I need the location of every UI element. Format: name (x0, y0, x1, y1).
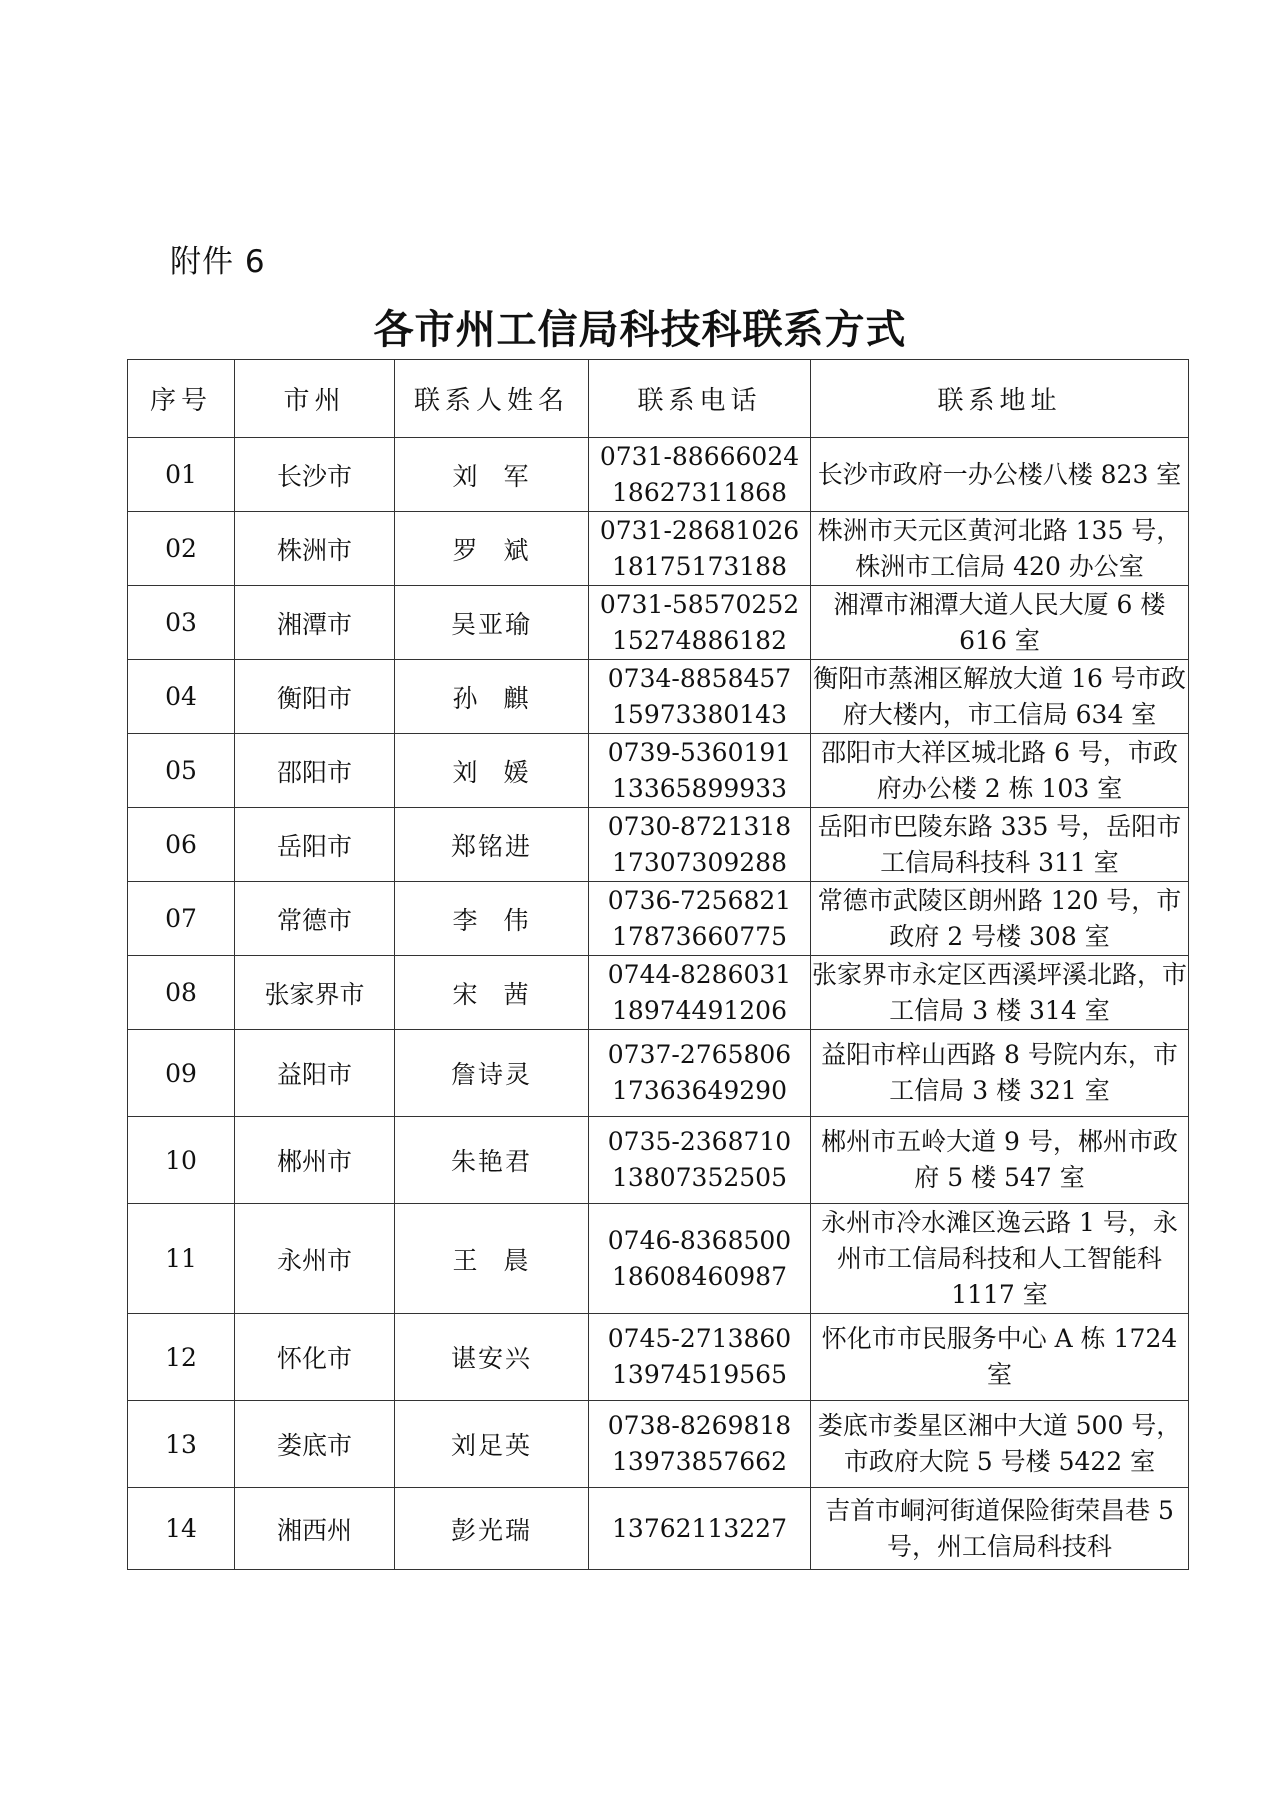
contact-address: 长沙市政府一办公楼八楼 823 室 (811, 438, 1189, 512)
table-row (128, 438, 1189, 512)
table-row (128, 1314, 1189, 1401)
contact-phones (589, 956, 811, 1030)
phone-number: 0734-8858457 (607, 663, 792, 693)
contact-phones (589, 512, 811, 586)
contact-phones (589, 1030, 811, 1117)
city-name: 湘西州 (235, 1488, 395, 1570)
phone-number: 0737-2765806 (607, 1040, 792, 1069)
row-number: 09 (128, 1030, 235, 1117)
phone-number: 0738-8269818 (607, 1411, 792, 1440)
city-name: 娄底市 (235, 1401, 395, 1488)
contact-name: 朱艳君 (395, 1117, 589, 1204)
phone-number: 0731-58570252 (599, 589, 800, 619)
contact-phones (589, 882, 811, 956)
phone-number: 0739-5360191 (607, 737, 792, 767)
city-name: 岳阳市 (235, 808, 395, 882)
table-header-row (128, 360, 1189, 438)
phone-number: 0731-28681026 (599, 515, 800, 545)
header-number: 序号 (128, 360, 235, 438)
row-number: 14 (128, 1488, 235, 1570)
contact-address: 郴州市五岭大道 9 号，郴州市政府 5 楼 547 室 (811, 1117, 1189, 1204)
row-number: 06 (128, 808, 235, 882)
contact-phones (589, 660, 811, 734)
phone-number: 17307309288 (612, 847, 787, 877)
contact-name: 詹诗灵 (395, 1030, 589, 1117)
table-row (128, 734, 1189, 808)
contact-address: 永州市冷水滩区逸云路 1 号，永州市工信局科技和人工智能科 1117 室 (811, 1204, 1189, 1314)
contact-address: 湘潭市湘潭大道人民大厦 6 楼 616 室 (811, 586, 1189, 660)
contact-address: 邵阳市大祥区城北路 6 号，市政府办公楼 2 栋 103 室 (811, 734, 1189, 808)
contact-name (395, 956, 589, 1030)
contact-phones (589, 808, 811, 882)
row-number: 07 (128, 882, 235, 956)
table-row (128, 660, 1189, 734)
phone-number: 15973380143 (612, 699, 787, 729)
contact-name-char: 罗 (452, 535, 480, 565)
city-name: 湘潭市 (235, 586, 395, 660)
table-row (128, 512, 1189, 586)
contact-name (395, 882, 589, 956)
contact-name-char: 李 (452, 905, 480, 935)
contact-phones (589, 438, 811, 512)
contact-name (395, 660, 589, 734)
phone-number: 0745-2713860 (607, 1324, 792, 1353)
table-row (128, 1401, 1189, 1488)
table-row (128, 1030, 1189, 1117)
contact-name-char: 孙 (452, 683, 480, 713)
contact-address: 张家界市永定区西溪坪溪北路，市工信局 3 楼 314 室 (811, 956, 1189, 1030)
city-name: 怀化市 (235, 1314, 395, 1401)
contact-address: 吉首市峒河街道保险街荣昌巷 5 号，州工信局科技科 (811, 1488, 1189, 1570)
contact-address: 岳阳市巴陵东路 335 号，岳阳市工信局科技科 311 室 (811, 808, 1189, 882)
contact-address: 衡阳市蒸湘区解放大道 16 号市政府大楼内，市工信局 634 室 (811, 660, 1189, 734)
contact-phones (589, 586, 811, 660)
contact-name-char: 刘 (452, 757, 480, 787)
row-number: 10 (128, 1117, 235, 1204)
city-name: 郴州市 (235, 1117, 395, 1204)
contact-name: 郑铭进 (395, 808, 589, 882)
contact-name: 吴亚瑜 (395, 586, 589, 660)
table-row (128, 808, 1189, 882)
contact-address: 娄底市娄星区湘中大道 500 号，市政府大院 5 号楼 5422 室 (811, 1401, 1189, 1488)
contact-name-spaced (453, 901, 531, 937)
contact-address: 常德市武陵区朗州路 120 号，市政府 2 号楼 308 室 (811, 882, 1189, 956)
table-row (128, 956, 1189, 1030)
contact-name-char: 麒 (503, 683, 531, 713)
row-number: 11 (128, 1204, 235, 1314)
phone-number: 0736-7256821 (607, 885, 792, 915)
contact-name-char: 茜 (503, 979, 531, 1009)
phone-number: 13807352505 (612, 1163, 787, 1192)
contact-phones (589, 1401, 811, 1488)
phone-number: 0744-8286031 (607, 959, 792, 989)
city-name: 张家界市 (235, 956, 395, 1030)
row-number: 08 (128, 956, 235, 1030)
contact-name: 彭光瑞 (395, 1488, 589, 1570)
city-name: 邵阳市 (235, 734, 395, 808)
row-number: 05 (128, 734, 235, 808)
contact-phones (589, 1204, 811, 1314)
phone-number: 13762113227 (612, 1513, 787, 1543)
phone-number: 13973857662 (612, 1447, 787, 1476)
phone-number: 18175173188 (612, 551, 787, 581)
contact-phones (589, 1488, 811, 1570)
contact-address: 益阳市梓山西路 8 号院内东，市工信局 3 楼 321 室 (811, 1030, 1189, 1117)
phone-number: 17873660775 (612, 921, 787, 951)
phone-number: 18627311868 (612, 477, 787, 507)
contact-name-spaced (453, 753, 531, 789)
header-contact-name: 联系人姓名 (395, 360, 589, 438)
contact-name-char: 斌 (503, 535, 531, 565)
row-number: 04 (128, 660, 235, 734)
phone-number: 13365899933 (612, 773, 787, 803)
table-row (128, 1204, 1189, 1314)
header-city: 市州 (235, 360, 395, 438)
contact-name (395, 512, 589, 586)
phone-number: 0746-8368500 (607, 1225, 792, 1255)
city-name: 长沙市 (235, 438, 395, 512)
contact-name-char: 晨 (503, 1245, 531, 1275)
contact-phones (589, 1117, 811, 1204)
city-name: 株洲市 (235, 512, 395, 586)
header-address: 联系地址 (811, 360, 1189, 438)
contact-name-char: 刘 (452, 461, 480, 491)
document-title: 各市州工信局科技科联系方式 (373, 307, 907, 353)
phone-number: 15274886182 (612, 625, 787, 655)
contact-name: 刘足英 (395, 1401, 589, 1488)
contact-address: 怀化市市民服务中心 A 栋 1724 室 (811, 1314, 1189, 1401)
contact-phones (589, 1314, 811, 1401)
city-name: 永州市 (235, 1204, 395, 1314)
city-name: 益阳市 (235, 1030, 395, 1117)
contact-name-char: 伟 (503, 905, 531, 935)
table-row (128, 1117, 1189, 1204)
table-row (128, 586, 1189, 660)
contact-name-char: 军 (503, 461, 531, 491)
contact-name-char: 媛 (503, 757, 531, 787)
row-number: 13 (128, 1401, 235, 1488)
contact-name-spaced (453, 975, 531, 1011)
row-number: 12 (128, 1314, 235, 1401)
phone-number: 0731-88666024 (599, 441, 800, 471)
table-body (128, 438, 1189, 1570)
header-phone: 联系电话 (589, 360, 811, 438)
phone-number: 0735-2368710 (607, 1127, 792, 1156)
contact-name (395, 734, 589, 808)
table-row (128, 882, 1189, 956)
contacts-table (127, 359, 1189, 1570)
contact-name-spaced (453, 457, 531, 493)
contact-name (395, 438, 589, 512)
contact-name-char: 宋 (452, 979, 480, 1009)
row-number: 03 (128, 586, 235, 660)
row-number: 02 (128, 512, 235, 586)
table-row (128, 1488, 1189, 1570)
contact-name-spaced (453, 1241, 531, 1277)
attachment-label: 附件 6 (170, 244, 266, 280)
phone-number: 18608460987 (612, 1261, 787, 1291)
contact-name-char: 王 (452, 1245, 480, 1275)
phone-number: 13974519565 (612, 1360, 787, 1389)
contact-name (395, 1204, 589, 1314)
contact-name: 谌安兴 (395, 1314, 589, 1401)
phone-number: 17363649290 (612, 1076, 787, 1105)
phone-number: 0730-8721318 (607, 811, 792, 841)
contact-name-spaced (453, 531, 531, 567)
contact-name-spaced (453, 679, 531, 715)
row-number: 01 (128, 438, 235, 512)
contact-phones (589, 734, 811, 808)
city-name: 衡阳市 (235, 660, 395, 734)
phone-number: 18974491206 (612, 995, 787, 1025)
city-name: 常德市 (235, 882, 395, 956)
contact-address: 株洲市天元区黄河北路 135 号，株洲市工信局 420 办公室 (811, 512, 1189, 586)
